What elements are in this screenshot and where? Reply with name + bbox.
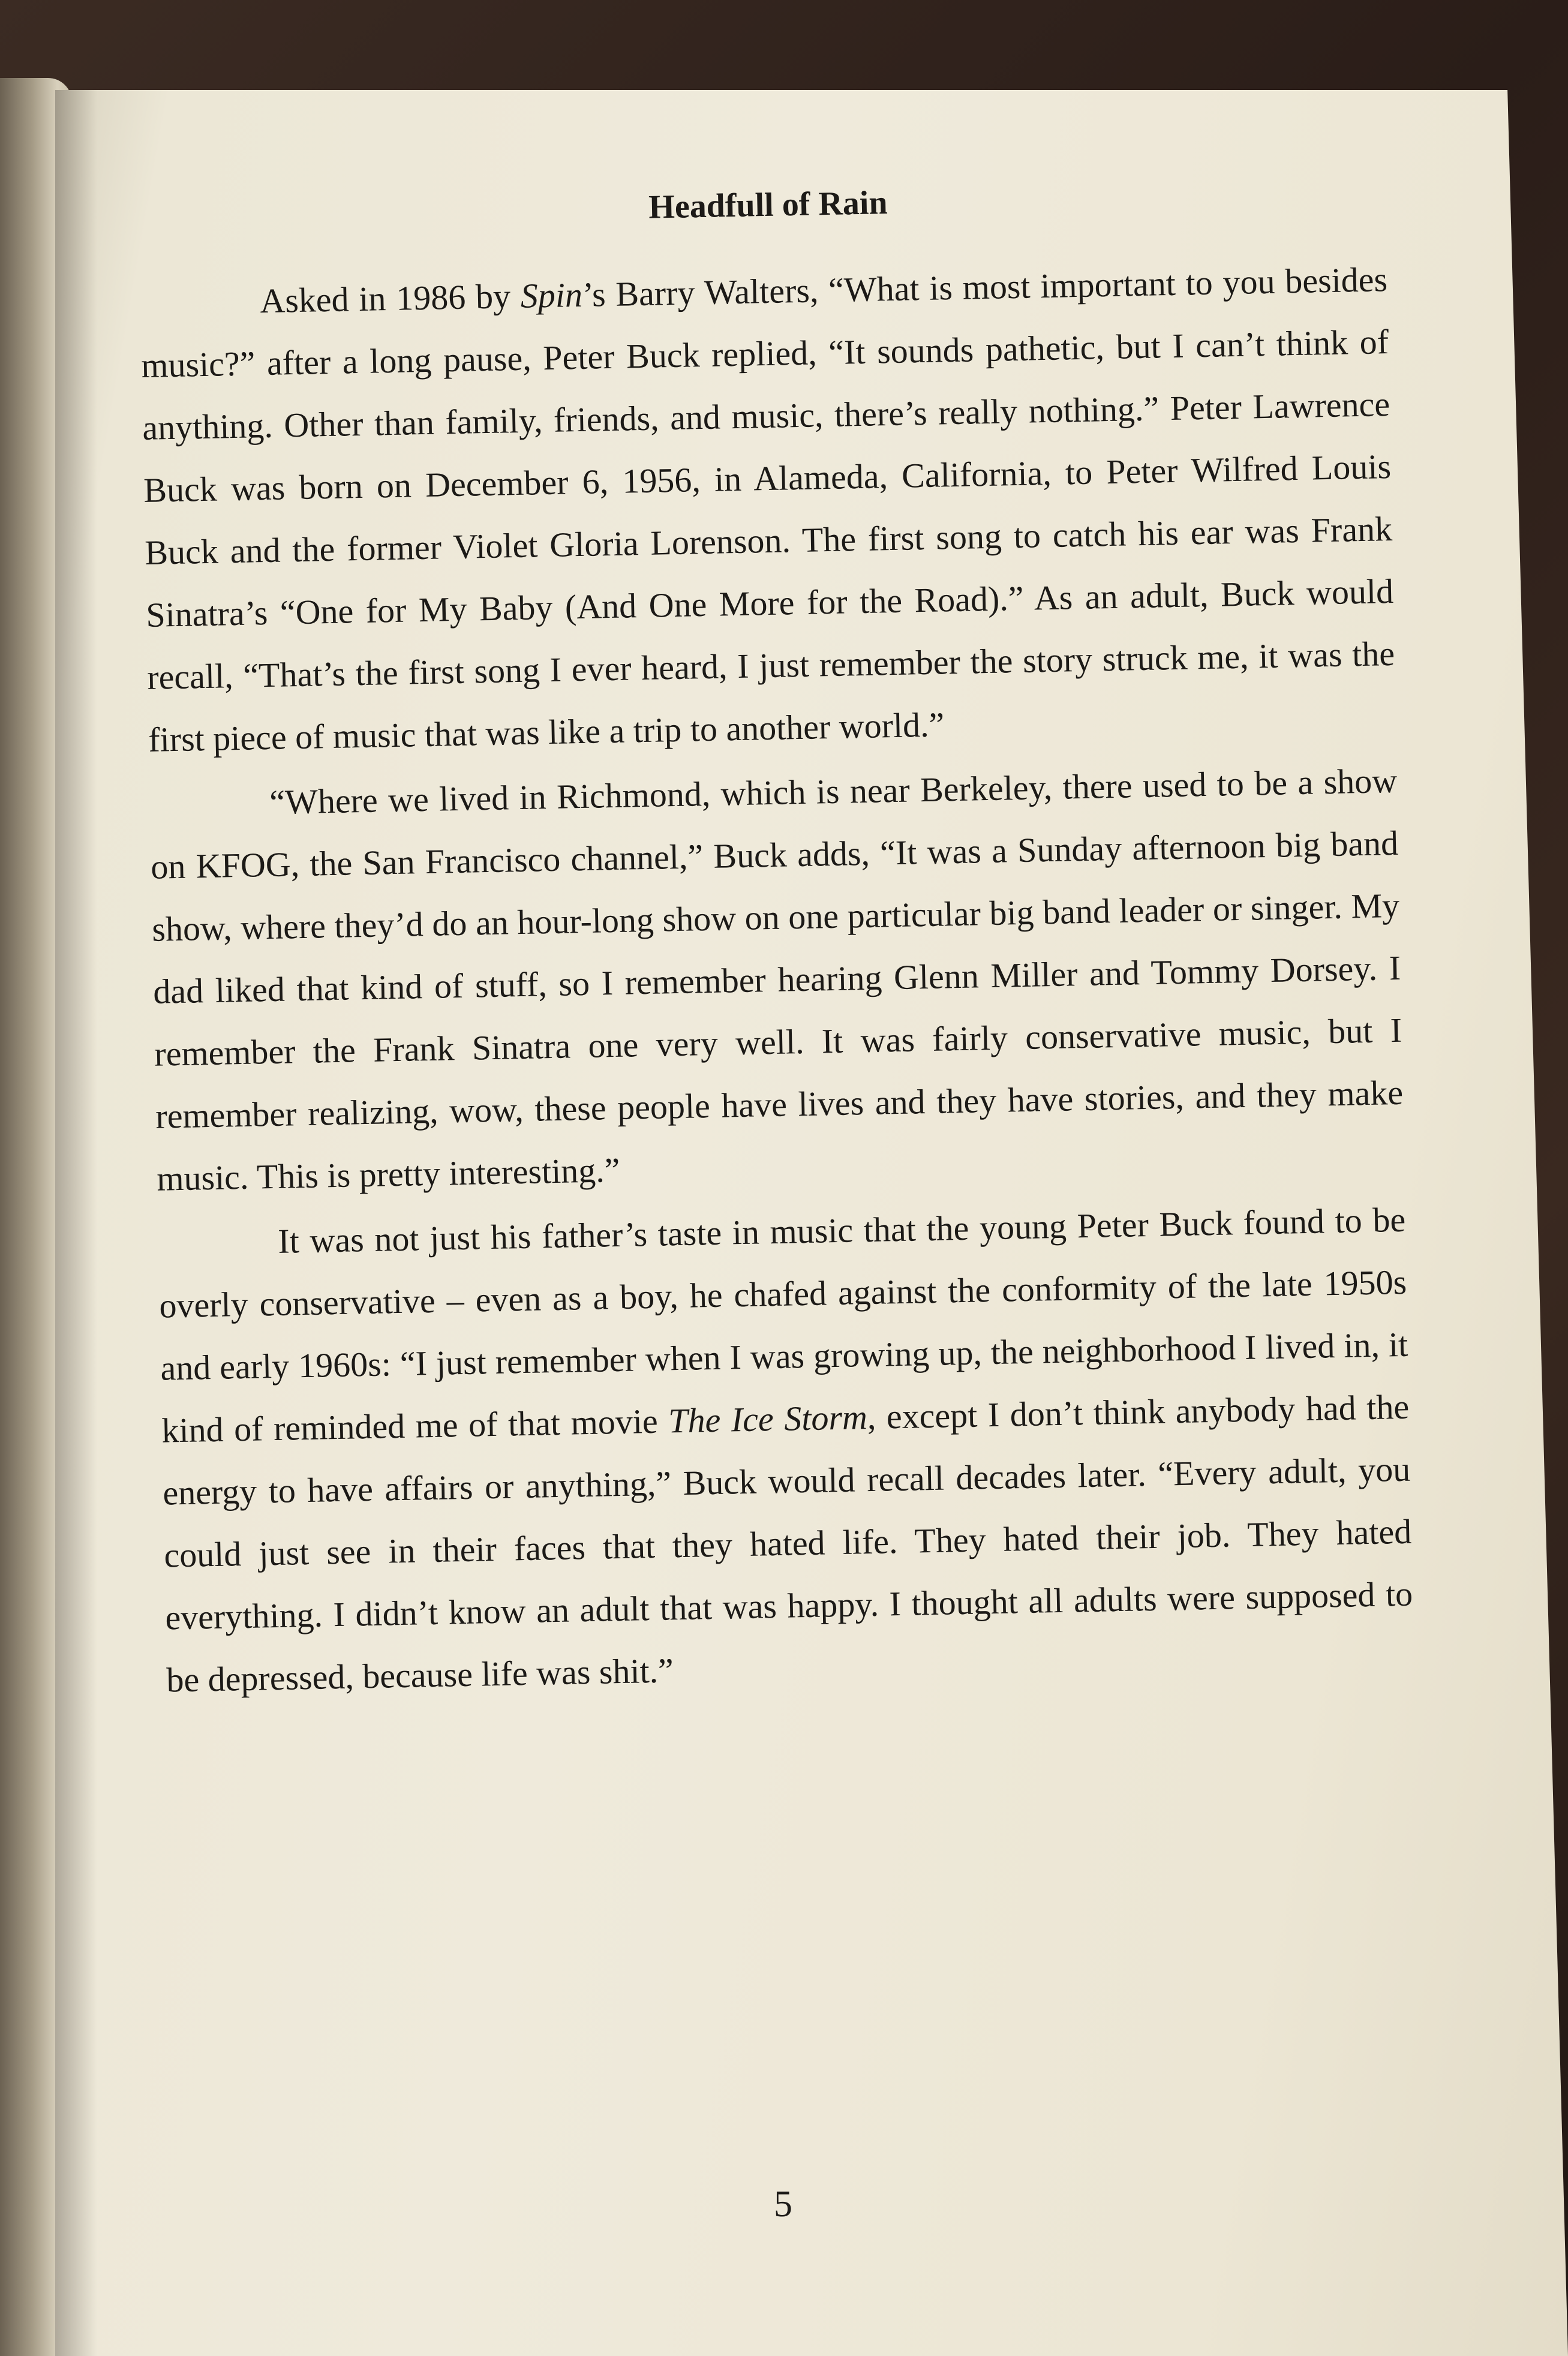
paragraph-1 (139, 248, 1396, 771)
paragraph-3-text-a: It was not just his father’s taste in music that the young Peter Buck found to be overly conservative – even as a boy, he chafed against the conformity of the late 1950s and early 1960s: “I just remember when I was growing up, the neighborhood I lived in, it kind of reminded me of that movie (158, 1200, 1408, 1450)
paragraph-3-italic-title: The Ice Storm (668, 1398, 868, 1441)
paragraph-1-text-b: ’s Barry Walters, “What is most important to you besides music?” after a long pause, Peter Buck replied, “It sounds pathetic, but I can’t think of anything. Other than family, friends, and music, there’s really nothing.” Peter Lawrence Buck was born on December 6, 1956, in Alameda, California, to Peter Wilfred Louis Buck and the former Violet Gloria Lorenson. The first song to catch his ear was Frank Sinatra’s “One for My Baby (And One More for the Road).” As an adult, Buck would recall, “That’s the first song I ever heard, I just remember the story struck me, it was the first piece of music that was like a trip to another world.” (140, 260, 1395, 759)
paragraph-1-italic-spin: Spin (520, 275, 583, 315)
page-number: 5 (774, 2184, 792, 2225)
gutter-shadow (55, 90, 97, 2356)
running-head: Headfull of Rain (648, 184, 888, 226)
paragraph-2: “Where we lived in Richmond, which is near Berkeley, there used to be a show on KFOG, the San Francisco channel,” Buck adds, “It was a Sunday afternoon big band show, where they’d do an hour-long show on one particular big band leader or singer. My dad liked that kind of stuff, so I remember hearing Glenn Miller and Tommy Dorsey. I remember the Frank Sinatra one very well. It was fairly conservative music, but I remember realizing, wow, these people have lives and they have stories, and they make music. This is pretty interesting.” (150, 761, 1404, 1198)
page-text-block (138, 174, 1414, 1711)
paragraph-1-text-a: Asked in 1986 by (259, 276, 521, 321)
paragraph-3-text-b: , except I don’t think anybody had the energy to have affairs or anything,” Buck would recall decades later. “Every adult, you could just see in their faces that they hated life. They hated their job. They hated everything. I didn’t know an adult that was happy. I thought all adults were supposed to be depressed, because life was shit.” (162, 1387, 1413, 1700)
paragraph-3 (157, 1189, 1414, 1712)
